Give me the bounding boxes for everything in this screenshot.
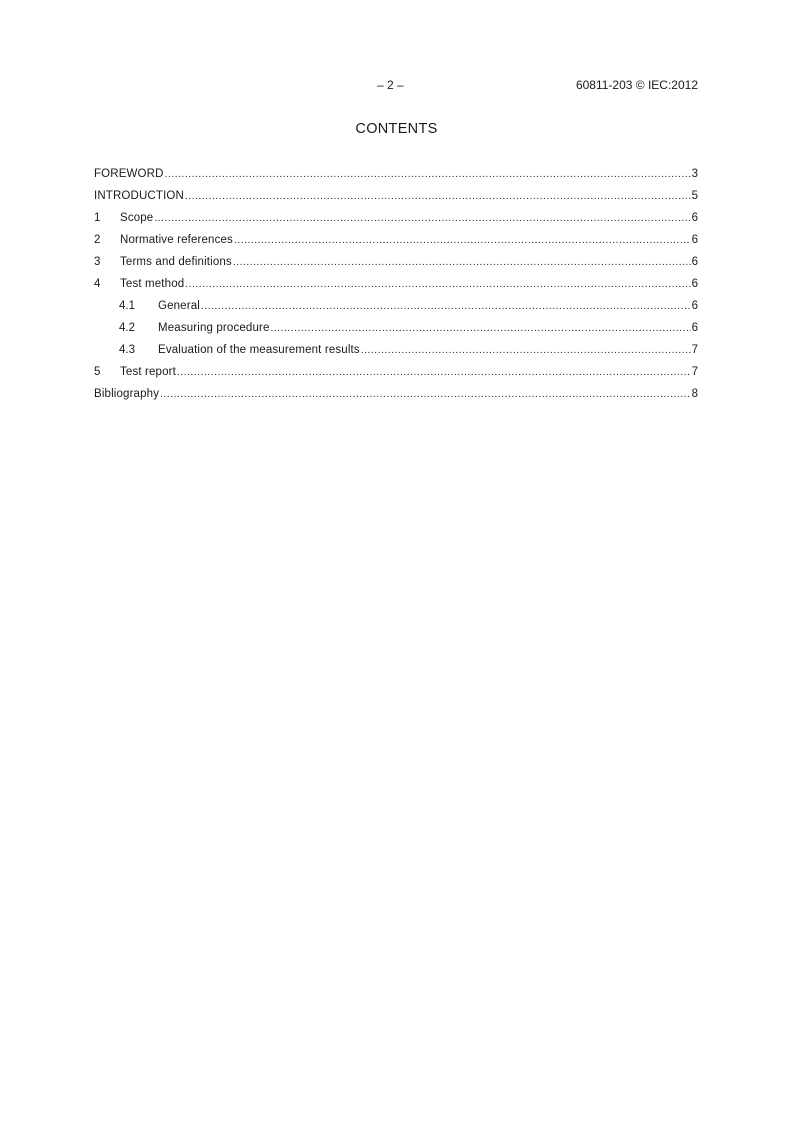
toc-entry-text: Scope	[120, 212, 154, 224]
toc-entry-text: INTRODUCTION	[94, 190, 184, 202]
toc-section-number: 1	[94, 212, 101, 224]
toc-entry-normative-references[interactable]	[94, 231, 698, 253]
toc-page-number: 7	[691, 366, 698, 378]
toc-entry-text: FOREWORD	[94, 168, 164, 180]
toc-entry-text: Test method	[120, 278, 185, 290]
toc-dot-leader	[233, 255, 691, 271]
toc-dot-leader	[154, 211, 690, 227]
toc-dot-leader	[361, 343, 691, 359]
toc-page-number: 8	[691, 388, 698, 400]
toc-section-number: 4.1	[119, 300, 135, 312]
toc-page-number: 7	[691, 344, 698, 356]
toc-entry-measuring-procedure[interactable]	[94, 319, 698, 341]
toc-dot-leader	[201, 299, 691, 315]
toc-entry-scope[interactable]	[94, 209, 698, 231]
toc-page-number: 6	[691, 256, 698, 268]
toc-dot-leader	[165, 167, 691, 183]
toc-entry-test-method[interactable]	[94, 275, 698, 297]
toc-dot-leader	[185, 189, 691, 205]
toc-dot-leader	[185, 277, 690, 293]
toc-page-number: 3	[691, 168, 698, 180]
toc-section-number: 4.3	[119, 344, 135, 356]
toc-entry-introduction[interactable]	[94, 187, 698, 209]
toc-entry-evaluation-of-results[interactable]	[94, 341, 698, 363]
toc-entry-text: Test report	[120, 366, 176, 378]
toc-entry-text: General	[158, 300, 200, 312]
toc-entry-bibliography[interactable]	[94, 385, 698, 407]
toc-section-number: 5	[94, 366, 101, 378]
toc-entry-text: Evaluation of the measurement results	[158, 344, 360, 356]
toc-page-number: 6	[691, 300, 698, 312]
toc-entry-text: Bibliography	[94, 388, 160, 400]
toc-dot-leader	[271, 321, 691, 337]
toc-section-number: 4.2	[119, 322, 135, 334]
toc-page-number: 6	[691, 212, 698, 224]
page-header	[94, 77, 698, 93]
toc-page-number: 6	[691, 234, 698, 246]
toc-entry-terms-and-definitions[interactable]	[94, 253, 698, 275]
toc-entry-text: Measuring procedure	[158, 322, 270, 334]
toc-entry-general[interactable]	[94, 297, 698, 319]
toc-entry-text: Normative references	[120, 234, 233, 246]
toc-entry-text: Terms and definitions	[120, 256, 232, 268]
toc-page-number: 5	[691, 190, 698, 202]
toc-dot-leader	[234, 233, 691, 249]
toc-page-number: 6	[691, 322, 698, 334]
toc-page-number: 6	[691, 278, 698, 290]
document-reference: 60811-203 © IEC:2012	[575, 78, 698, 92]
page-number: – 2 –	[377, 78, 404, 92]
toc-section-number: 4	[94, 278, 101, 290]
toc-entry-foreword[interactable]	[94, 165, 698, 187]
toc-dot-leader	[160, 387, 691, 403]
toc-title: CONTENTS	[355, 121, 438, 137]
toc-entry-test-report[interactable]	[94, 363, 698, 385]
toc-section-number: 3	[94, 256, 101, 268]
table-of-contents	[94, 165, 698, 407]
toc-section-number: 2	[94, 234, 101, 246]
toc-dot-leader	[177, 365, 691, 381]
